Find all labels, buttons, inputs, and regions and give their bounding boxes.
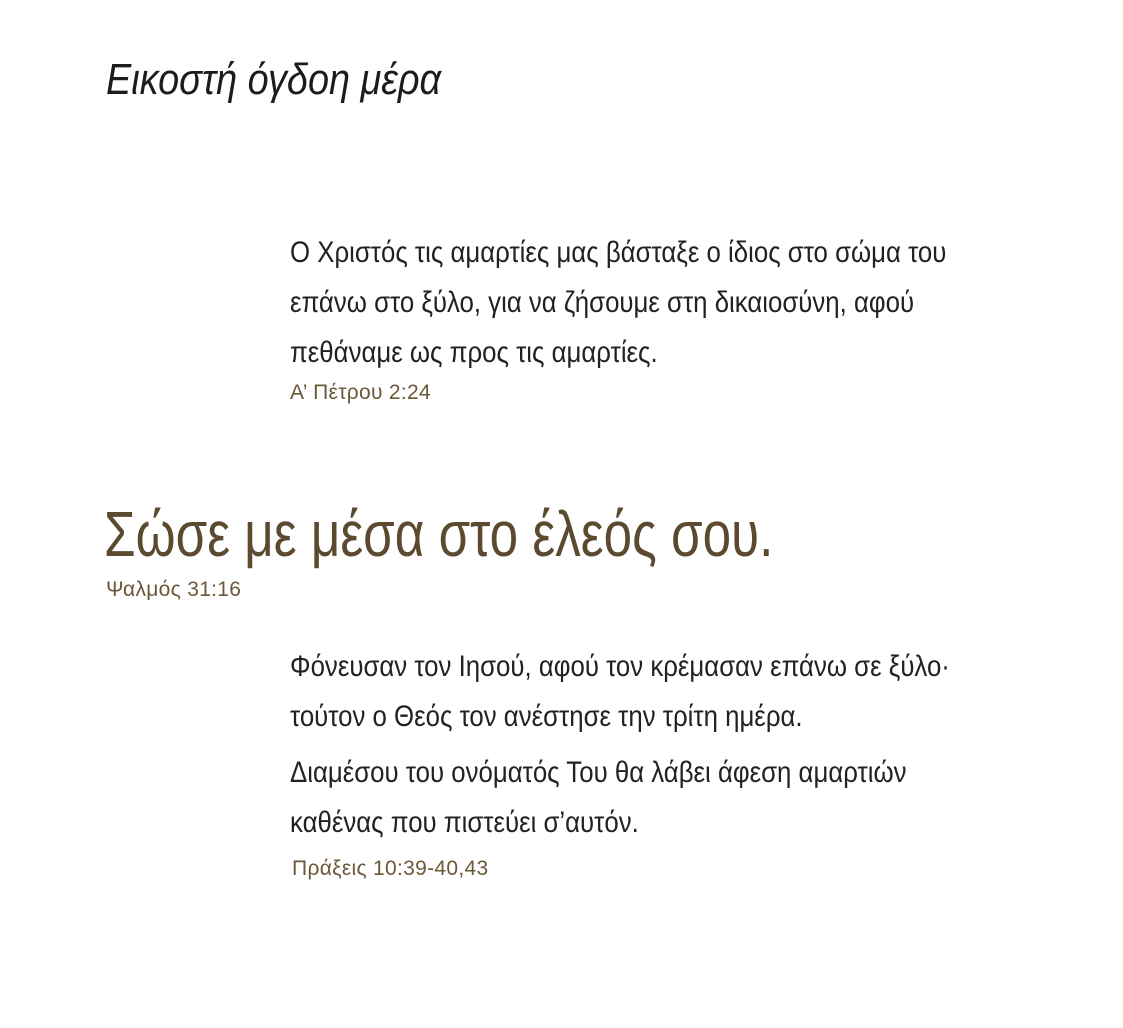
headline-verse: Σώσε με μέσα στο έλεός σου.: [104, 498, 774, 570]
verse-line: καθένας που πιστεύει σ’αυτόν.: [290, 806, 639, 839]
headline-reference: Ψαλμός 31:16: [106, 578, 242, 601]
scripture-passage-1: [290, 228, 947, 378]
verse-line: Ο Χριστός τις αμαρτίες μας βάσταξε ο ίδιος στο σώμα του: [290, 236, 947, 269]
scripture-passage-2: [290, 642, 950, 848]
verse-line: πεθάναμε ως προς τις αμαρτίες.: [290, 336, 658, 369]
scripture-reference-2: Πράξεις 10:39-40,43: [292, 857, 489, 880]
scripture-reference-1: Α’ Πέτρου 2:24: [290, 381, 432, 404]
verse-line: τούτον ο Θεός τον ανέστησε την τρίτη ημέρα.: [290, 700, 803, 733]
verse-line: Φόνευσαν τον Ιησού, αφού τον κρέμασαν επάνω σε ξύλο·: [290, 650, 950, 683]
day-title: Εικοστή όγδοη μέρα: [106, 55, 442, 104]
verse-line: επάνω στο ξύλο, για να ζήσουμε στη δικαιοσύνη, αφού: [290, 286, 915, 319]
verse-line: Διαμέσου του ονόματός Του θα λάβει άφεση αμαρτιών: [290, 756, 907, 789]
